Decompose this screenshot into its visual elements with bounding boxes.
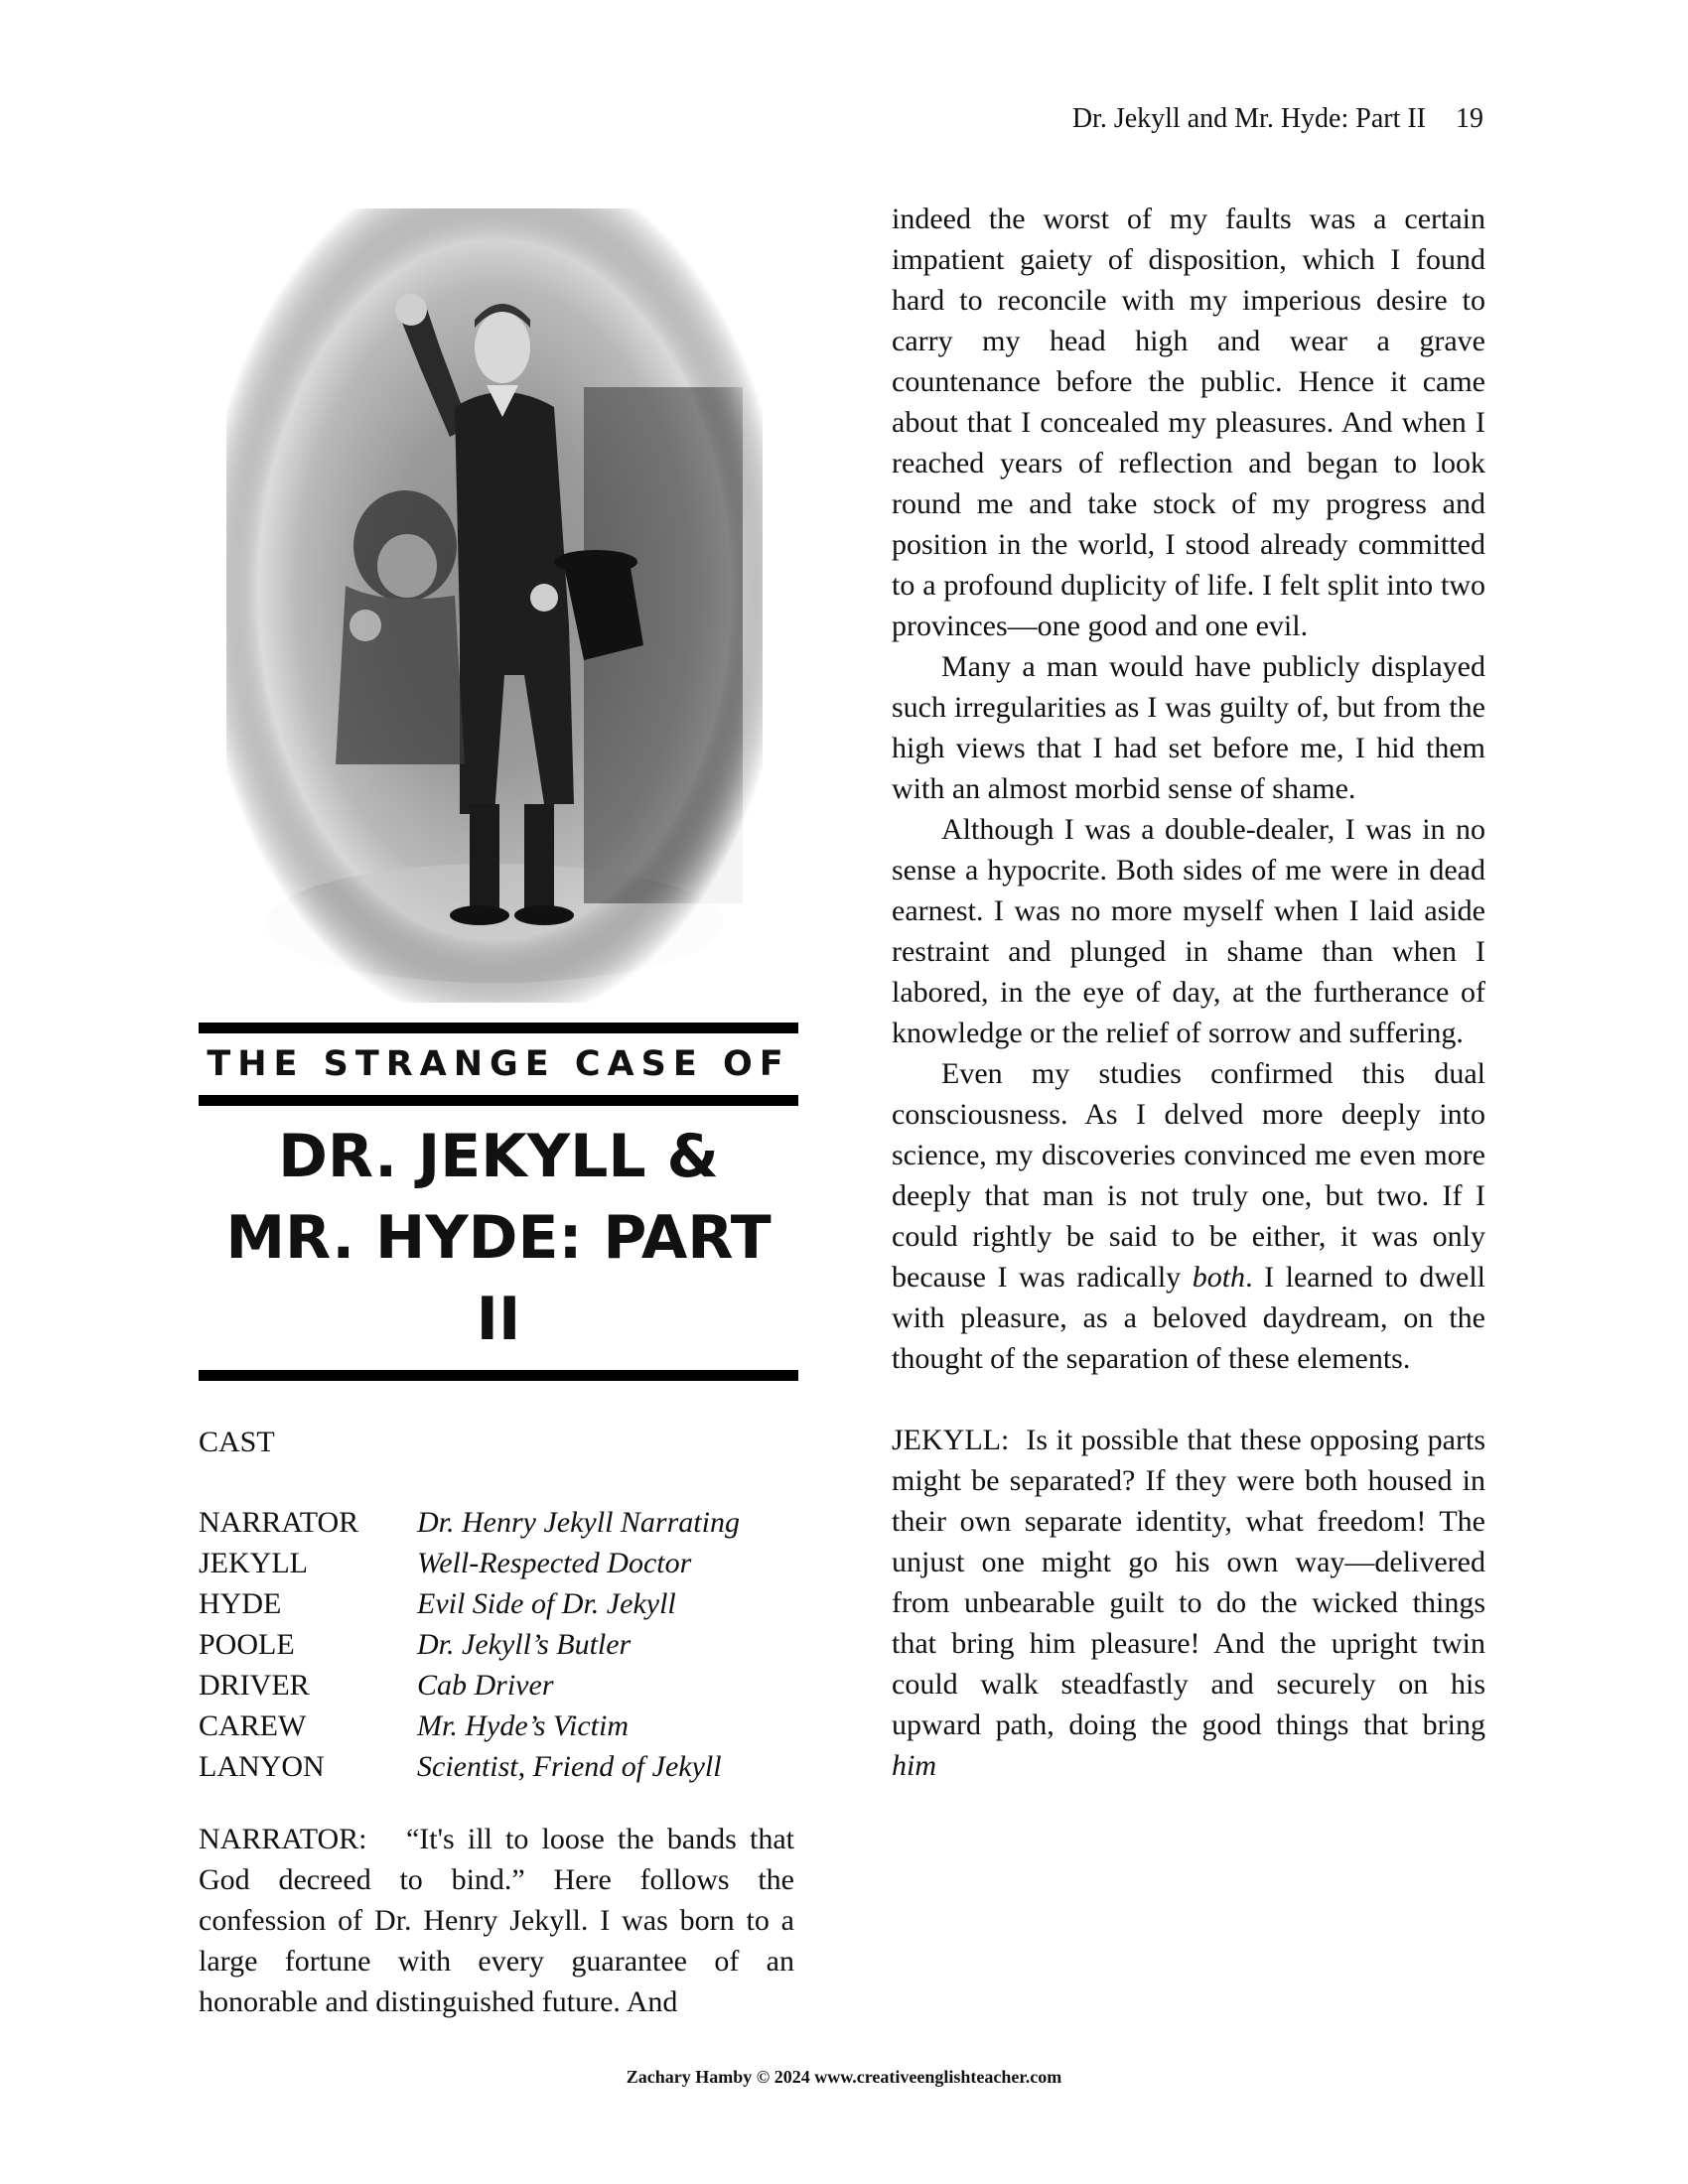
cast-role: NARRATOR: [199, 1506, 359, 1539]
body-paragraph-2: Many a man would have publicly displayed such irregularities as I was guilty of, but from the high views that I had set before me, I hid them with an almost morbid sense of shame.: [892, 650, 1485, 805]
running-header: [1072, 103, 1483, 135]
photo-figure-drawing: [226, 208, 763, 1003]
cast-role: LANYON: [199, 1750, 325, 1783]
cast-row: [199, 1665, 794, 1706]
p4-italic: both: [1192, 1261, 1246, 1294]
cast-desc: Dr. Jekyll’s Butler: [417, 1628, 632, 1661]
footer-credit: Zachary Hamby © 2024 www.creativeenglishteacher.com: [626, 2067, 1062, 2087]
right-column: [892, 199, 1485, 1786]
cast-row: [199, 1706, 794, 1746]
cast-row: [199, 1502, 794, 1543]
page-title: [199, 1116, 798, 1360]
vintage-photo: [226, 208, 763, 1003]
cast-desc: Cab Driver: [417, 1669, 554, 1702]
cast-role: JEKYLL: [199, 1547, 308, 1579]
p4-text-b: . I learned to dwell with pleasure, as a beloved daydream, on the thought of the separation of these elements.: [892, 1261, 1485, 1375]
title-subline: THE STRANGE CASE OF: [207, 1044, 790, 1084]
paragraph-gap: [892, 1379, 1485, 1420]
cast-list: [199, 1502, 794, 1787]
cast-desc: Scientist, Friend of Jekyll: [417, 1750, 722, 1783]
speaker-label: JEKYLL:: [892, 1424, 1010, 1456]
body-paragraph-1: indeed the worst of my faults was a certain impatient gaiety of disposition, which I found hard to reconcile with my imperious desire to carry my head high and wear a grave countenance before the public. Hence it came about that I concealed my pleasures. And when I reached years of reflection and began to look round me and take stock of my progress and position in the world, I stood already committed to a profound duplicity of life. I felt split into two provinces—one good and one evil.: [892, 203, 1485, 642]
cast-desc: Mr. Hyde’s Victim: [417, 1709, 630, 1742]
p4-text-a: Even my studies confirmed this dual consciousness. As I delved more deeply into science, my discoveries convinced me even more deeply that man is not truly one, but two. If I could rightly be said to be either, it was only because I was radically: [892, 1057, 1485, 1294]
page-number: 19: [1456, 103, 1483, 134]
cast-desc: Evil Side of Dr. Jekyll: [417, 1587, 676, 1620]
cast-row: [199, 1624, 794, 1665]
narrator-paragraph: [199, 1819, 794, 2022]
cast-role: CAREW: [199, 1709, 307, 1742]
cast-row: [199, 1746, 794, 1787]
cast-row: [199, 1583, 794, 1624]
left-column: [199, 208, 794, 2022]
cast-row: [199, 1543, 794, 1583]
title-rule-middle: [199, 1095, 798, 1106]
cast-role: HYDE: [199, 1587, 282, 1620]
jekyll-paragraph: [892, 1420, 1485, 1786]
speaker-label: NARRATOR:: [199, 1823, 367, 1855]
title-line-2: MR. HYDE: PART II: [225, 1203, 772, 1354]
cast-heading: CAST: [199, 1426, 275, 1458]
narrator-text: “It's ill to loose the bands that God decreed to bind.” Here follows the confession of Dr. Henry Jekyll. I was born to a large fortune with every guarantee of an honorable and distinguished future. And: [199, 1823, 794, 2018]
jekyll-text: Is it possible that these opposing parts might be separated? If they were both housed in their own separate identity, what freedom! The unjust one might go his own way—delivered from unbearable guilt to do the wicked things that bring him pleasure! And the upright twin could walk steadfastly and securely on his upward path, doing the good things that bring: [892, 1424, 1485, 1741]
title-line-1: DR. JEKYLL &: [278, 1122, 719, 1191]
cast-desc: Dr. Henry Jekyll Narrating: [417, 1506, 740, 1539]
cast-role: DRIVER: [199, 1669, 310, 1702]
running-title: Dr. Jekyll and Mr. Hyde: Part II: [1071, 103, 1426, 134]
cast-desc: Well-Respected Doctor: [417, 1547, 692, 1579]
title-block: [199, 1023, 798, 1381]
cast-role: POOLE: [199, 1628, 295, 1661]
jekyll-italic: him: [892, 1749, 936, 1782]
body-paragraph-4: [892, 1053, 1485, 1379]
title-rule-top: [199, 1023, 798, 1033]
body-paragraph-3: Although I was a double-dealer, I was in no sense a hypocrite. Both sides of me were in dead earnest. I was no more myself when I laid aside restraint and plunged in shame than when I labored, in the eye of day, at the furtherance of knowledge or the relief of sorrow and suffering.: [892, 813, 1485, 1049]
title-rule-bottom: [199, 1370, 798, 1381]
